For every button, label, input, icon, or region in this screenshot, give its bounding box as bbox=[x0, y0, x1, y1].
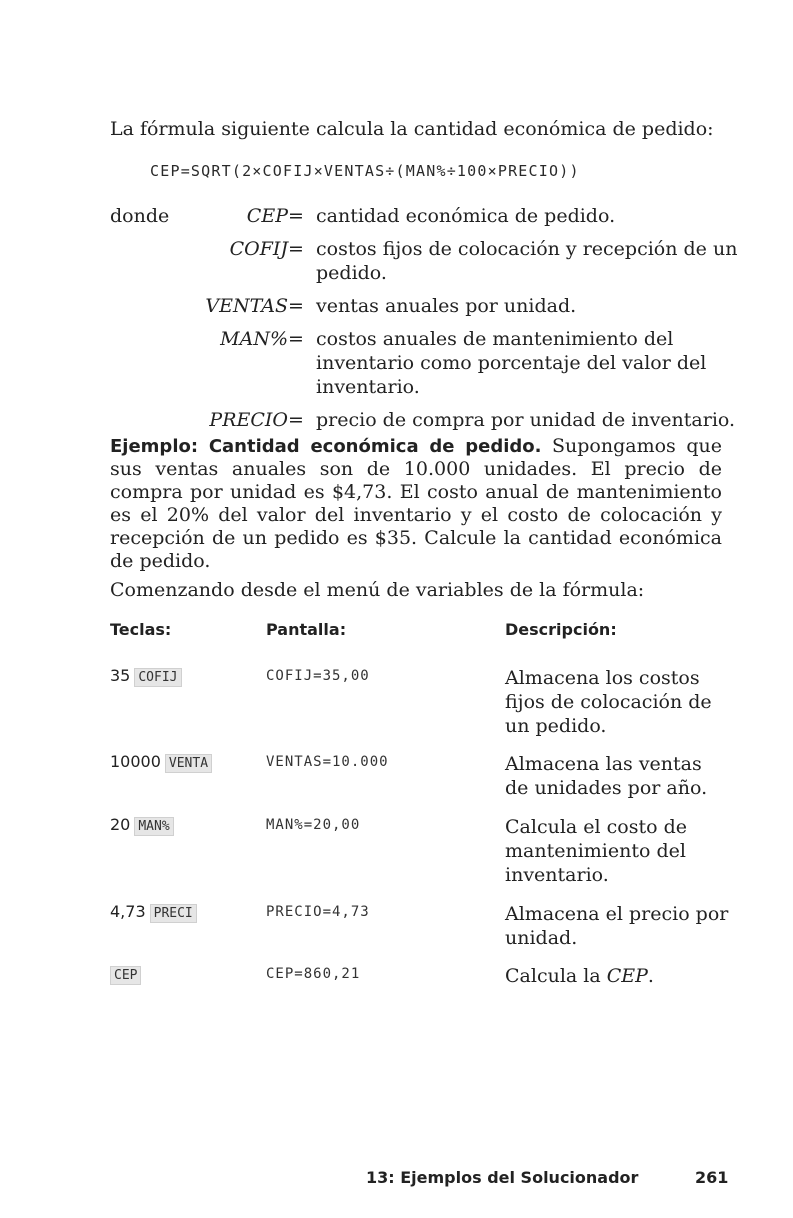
definition-row bbox=[110, 327, 730, 399]
cofij-key-button[interactable]: COFIJ bbox=[134, 668, 181, 687]
key-number: 20 bbox=[110, 815, 131, 834]
display-cell: CEP=860,21 bbox=[266, 966, 361, 982]
man-key-button[interactable]: MAN% bbox=[134, 817, 173, 836]
table-header-row bbox=[110, 620, 730, 648]
definition-equals: = bbox=[288, 409, 304, 431]
definitions-list bbox=[110, 204, 738, 441]
display-cell: MAN%=20,00 bbox=[266, 817, 361, 833]
ventas-key-button[interactable]: VENTA bbox=[165, 754, 212, 773]
header-display: Pantalla: bbox=[266, 620, 347, 639]
keystroke-table bbox=[110, 620, 730, 648]
intro-text: La fórmula siguiente calcula la cantidad económica de pedido: bbox=[110, 118, 714, 140]
definition-row bbox=[110, 408, 736, 432]
chapter-footer: 13: Ejemplos del Solucionador bbox=[366, 1168, 639, 1187]
definition-text: precio de compra por unidad de inventario. bbox=[316, 409, 736, 431]
keys-cell bbox=[110, 902, 197, 923]
definitions-where-word: donde bbox=[110, 205, 170, 227]
key-number: 10000 bbox=[110, 752, 161, 771]
definition-variable: VENTAS bbox=[205, 295, 288, 317]
keys-cell bbox=[110, 666, 182, 687]
display-cell: COFIJ=35,00 bbox=[266, 668, 370, 684]
definition-variable: COFIJ bbox=[229, 238, 288, 260]
display-cell: VENTAS=10.000 bbox=[266, 754, 389, 770]
definition-equals: = bbox=[288, 328, 304, 350]
cep-key-button[interactable]: CEP bbox=[110, 966, 141, 985]
description-cell: Almacena las ventas de unidades por año. bbox=[505, 753, 708, 799]
definition-equals: = bbox=[288, 295, 304, 317]
keys-cell bbox=[110, 752, 212, 773]
definition-spacer bbox=[110, 408, 188, 432]
definition-spacer bbox=[110, 327, 188, 399]
definition-equals: = bbox=[288, 238, 304, 260]
example-body: Supongamos que sus ventas anuales son de 10.000 unidades. El precio de compra por unidad es $4,73. El costo anual de mantenimiento es el 20% del valor del inventario y el costo de colocación y recepción de un pedido es $35. Calcule la cantidad económica de pedido. bbox=[110, 435, 722, 572]
example-title: Ejemplo: Cantidad económica de pedido. bbox=[110, 436, 542, 457]
page-number: 261 bbox=[695, 1168, 729, 1187]
header-keys: Teclas: bbox=[110, 620, 172, 639]
keys-cell bbox=[110, 815, 174, 836]
key-number: 4,73 bbox=[110, 902, 146, 921]
description-emphasis: CEP bbox=[606, 965, 648, 987]
display-cell: PRECIO=4,73 bbox=[266, 904, 370, 920]
definition-row bbox=[110, 204, 730, 228]
definition-spacer bbox=[110, 237, 188, 285]
header-description: Descripción: bbox=[505, 620, 617, 639]
definition-row bbox=[110, 294, 730, 318]
definition-spacer bbox=[110, 294, 188, 318]
example-paragraph bbox=[110, 435, 722, 573]
formula-display: CEP=SQRT(2×COFIJ×VENTAS÷(MAN%÷100×PRECIO)) bbox=[150, 162, 580, 180]
definition-text: costos anuales de mantenimiento del inventario como porcentaje del valor del inventario. bbox=[316, 328, 707, 398]
definition-variable: PRECIO bbox=[209, 409, 288, 431]
keys-cell bbox=[110, 964, 141, 985]
definition-text: cantidad económica de pedido. bbox=[316, 205, 616, 227]
description-cell bbox=[505, 964, 730, 988]
definition-equals: = bbox=[288, 205, 304, 227]
precio-key-button[interactable]: PRECI bbox=[150, 904, 197, 923]
definition-text: costos fijos de colocación y recepción de un pedido. bbox=[316, 238, 738, 284]
definition-text: ventas anuales por unidad. bbox=[316, 295, 577, 317]
description-suffix: . bbox=[647, 965, 654, 987]
key-number: 35 bbox=[110, 666, 131, 685]
description-cell: Calcula el costo de mantenimiento del inventario. bbox=[505, 816, 687, 886]
start-text: Comenzando desde el menú de variables de la fórmula: bbox=[110, 579, 645, 601]
description-prefix: Calcula la bbox=[505, 965, 601, 987]
description-cell: Almacena el precio por unidad. bbox=[505, 903, 729, 949]
definition-variable: MAN% bbox=[220, 328, 288, 350]
definition-row bbox=[110, 237, 738, 285]
description-cell: Almacena los costos fijos de colocación de un pedido. bbox=[505, 667, 712, 737]
definition-variable: CEP bbox=[246, 205, 288, 227]
